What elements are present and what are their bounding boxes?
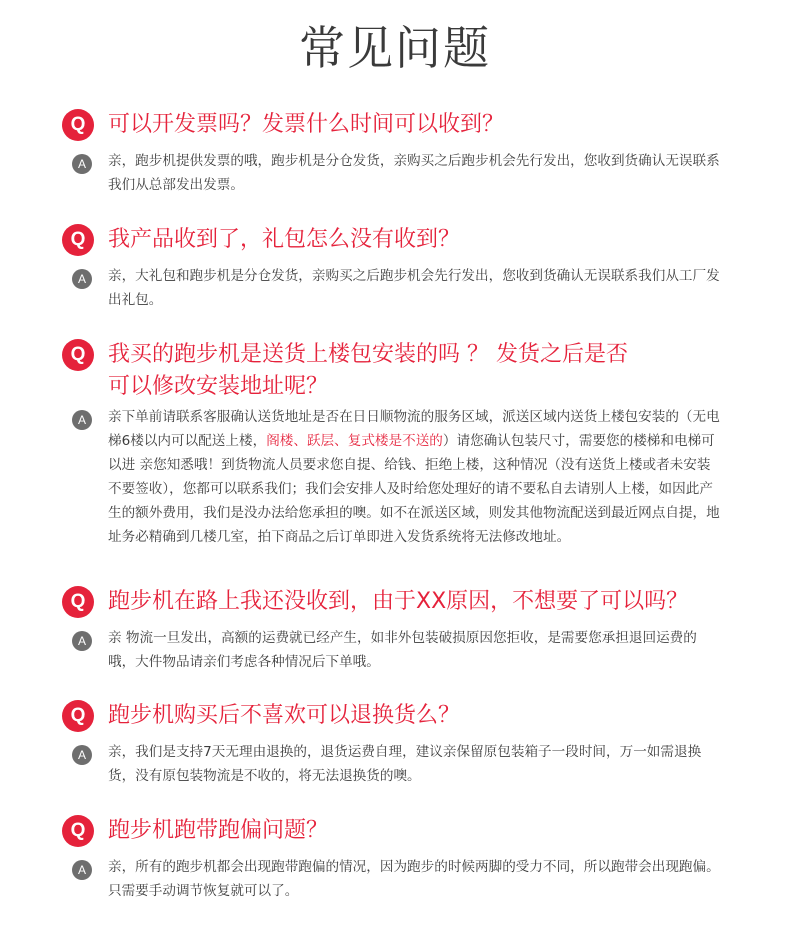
answer-badge-icon: A xyxy=(72,745,92,765)
faq-question: 跑步机跑带跑偏问题？ xyxy=(108,818,329,843)
answer-badge-icon: A xyxy=(72,410,92,430)
question-badge-icon: Q xyxy=(62,339,94,371)
faq-answer-text: ）请您确认包装尺寸，需要您的楼梯和电梯可以进 亲您知悉哦！到货物流人员要求您自提、给钱、拒绝上楼，这种情况（没有送货上楼或者未安装不要签收），您都可以联系我们；我们会安排人及时给您处理好的请不要私自去请别人上楼，如因此产生的额外费用，我们是没办法给您承担的噢。如不在派送区域，则发其他物流配送到最近网点自提，地址务必精确到几楼几室，拍下商品之后订单即进入发货系统将无法修改地址。 xyxy=(108,433,720,545)
answer-badge-icon: A xyxy=(72,860,92,880)
question-badge-icon: Q xyxy=(62,815,94,847)
faq-question: 可以开发票吗？发票什么时间可以收到？ xyxy=(108,112,505,137)
question-badge-icon: Q xyxy=(62,700,94,732)
faq-question: 跑步机在路上我还没收到，由于XX原因，不想要了可以吗？ xyxy=(108,589,689,614)
question-badge-icon: Q xyxy=(62,109,94,141)
faq-answer: 亲 物流一旦发出，高额的运费就已经产生，如非外包装破损原因您拒收，是需要您承担退回运费的哦，大件物品请亲们考虑各种情况后下单哦。 xyxy=(108,630,697,670)
faq-answer: 亲，大礼包和跑步机是分仓发货，亲购买之后跑步机会先行发出，您收到货确认无误联系我们从工厂发出礼包。 xyxy=(108,268,720,308)
answer-badge-icon: A xyxy=(72,154,92,174)
faq-answer-text: 亲下单前请联系客服确认送货地址是否在日日顺物流的服务区域，派送区域内送货上楼包安装的（无电梯6楼以内可以配送上楼， xyxy=(108,409,720,449)
faq-question: 我买的跑步机是送货上楼包安装的吗 ？ 发货之后是否可以修改安装地址呢？ xyxy=(108,342,628,399)
question-badge-icon: Q xyxy=(62,224,94,256)
faq-answer xyxy=(108,405,720,549)
faq-question: 跑步机购买后不喜欢可以退换货么？ xyxy=(108,703,461,728)
page-title: 常见问题 xyxy=(299,21,491,75)
faq-answer-highlight: 阁楼、跃层、复式楼是不送的 xyxy=(266,433,443,449)
faq-question: 我产品收到了，礼包怎么没有收到？ xyxy=(108,227,461,252)
faq-answer: 亲，所有的跑步机都会出现跑带跑偏的情况，因为跑步的时候两脚的受力不同，所以跑带会出现跑偏。只需要手动调节恢复就可以了。 xyxy=(108,859,720,899)
answer-badge-icon: A xyxy=(72,631,92,651)
answer-badge-icon: A xyxy=(72,269,92,289)
question-badge-icon: Q xyxy=(62,586,94,618)
faq-answer: 亲，跑步机提供发票的哦，跑步机是分仓发货，亲购买之后跑步机会先行发出，您收到货确认无误联系我们从总部发出发票。 xyxy=(108,153,720,193)
faq-answer: 亲，我们是支持7天无理由退换的，退货运费自理，建议亲保留原包装箱子一段时间，万一如需退换货，没有原包装物流是不收的，将无法退换货的噢。 xyxy=(108,744,702,784)
